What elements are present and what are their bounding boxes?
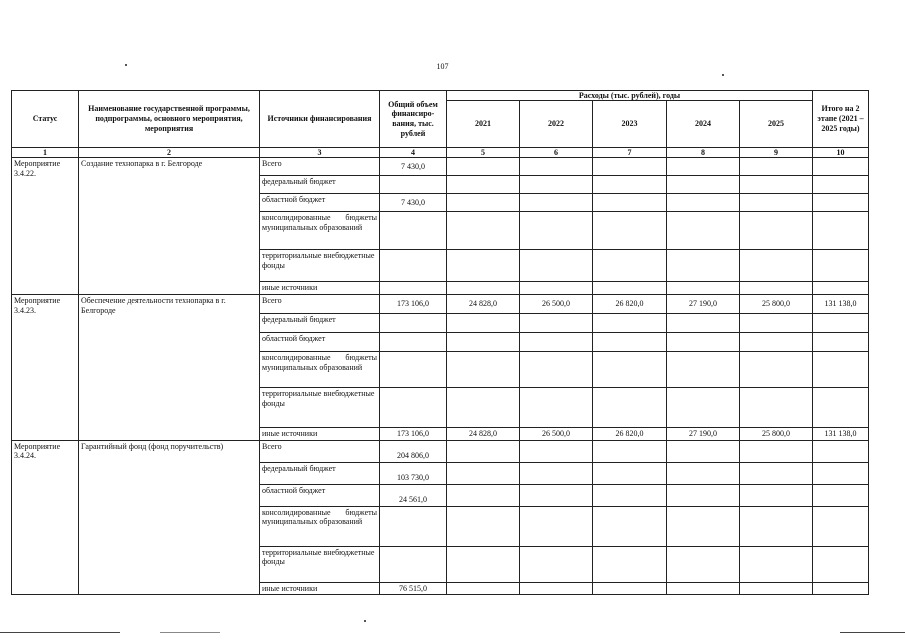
year-amount xyxy=(520,351,593,387)
funding-source: иные источники xyxy=(260,282,380,295)
total-amount: 7 430,0 xyxy=(380,194,447,212)
stage-total xyxy=(813,484,869,506)
year-amount xyxy=(593,313,667,332)
funding-source: Всего xyxy=(260,294,380,313)
event-status: Мероприятие 3.4.23. xyxy=(12,294,79,440)
year-amount xyxy=(520,176,593,194)
stage-total xyxy=(813,282,869,295)
total-amount: 103 730,0 xyxy=(380,462,447,484)
year-amount xyxy=(447,176,520,194)
header-source: Источники финансирования xyxy=(260,91,380,148)
funding-source: Всего xyxy=(260,440,380,462)
year-amount xyxy=(447,440,520,462)
year-amount xyxy=(447,506,520,546)
stage-total xyxy=(813,582,869,595)
total-amount: 204 806,0 xyxy=(380,440,447,462)
stage-total xyxy=(813,212,869,250)
year-amount xyxy=(520,194,593,212)
event-status: Мероприятие 3.4.24. xyxy=(12,440,79,595)
funding-source: консолидированные бюджеты муниципальных образований xyxy=(260,351,380,387)
year-amount xyxy=(520,387,593,427)
total-amount xyxy=(380,546,447,582)
year-amount xyxy=(447,332,520,351)
year-amount: 27 190,0 xyxy=(667,294,740,313)
year-amount xyxy=(593,212,667,250)
year-amount xyxy=(740,387,813,427)
funding-source: Всего xyxy=(260,158,380,176)
stage-total: 131 138,0 xyxy=(813,427,869,440)
column-numbers-row xyxy=(12,148,869,158)
year-amount xyxy=(447,250,520,282)
year-amount xyxy=(740,158,813,176)
stage-total xyxy=(813,194,869,212)
year-amount xyxy=(593,158,667,176)
stage-total xyxy=(813,250,869,282)
year-amount xyxy=(447,351,520,387)
year-amount xyxy=(667,250,740,282)
year-amount xyxy=(667,194,740,212)
year-amount xyxy=(593,506,667,546)
year-amount xyxy=(740,462,813,484)
column-number: 10 xyxy=(813,148,869,158)
stage-total xyxy=(813,313,869,332)
total-amount: 173 106,0 xyxy=(380,427,447,440)
year-amount xyxy=(520,506,593,546)
year-amount xyxy=(667,351,740,387)
year-amount xyxy=(520,332,593,351)
year-amount xyxy=(667,546,740,582)
stage-total xyxy=(813,332,869,351)
total-amount xyxy=(380,387,447,427)
total-amount: 173 106,0 xyxy=(380,294,447,313)
year-amount xyxy=(667,440,740,462)
year-amount xyxy=(593,282,667,295)
header-year: 2023 xyxy=(593,101,667,148)
header-year: 2024 xyxy=(667,101,740,148)
total-amount xyxy=(380,351,447,387)
year-amount xyxy=(667,387,740,427)
funding-source: областной бюджет xyxy=(260,484,380,506)
column-number: 2 xyxy=(79,148,260,158)
year-amount xyxy=(740,212,813,250)
funding-source: федеральный бюджет xyxy=(260,313,380,332)
column-number: 8 xyxy=(667,148,740,158)
year-amount xyxy=(667,506,740,546)
year-amount: 25 800,0 xyxy=(740,294,813,313)
funding-source: иные источники xyxy=(260,582,380,595)
year-amount xyxy=(740,194,813,212)
total-amount xyxy=(380,212,447,250)
column-number: 7 xyxy=(593,148,667,158)
year-amount xyxy=(593,440,667,462)
event-name: Создание технопарка в г. Белгороде xyxy=(79,158,260,295)
year-amount xyxy=(447,282,520,295)
year-amount xyxy=(740,282,813,295)
funding-source: территориальные внебюджетные фонды xyxy=(260,546,380,582)
event-name: Обеспечение деятельности технопарка в г. Белгороде xyxy=(79,294,260,440)
year-amount: 26 500,0 xyxy=(520,294,593,313)
year-amount xyxy=(667,313,740,332)
year-amount xyxy=(667,582,740,595)
year-amount: 26 500,0 xyxy=(520,427,593,440)
column-number: 5 xyxy=(447,148,520,158)
table-row xyxy=(12,158,869,176)
year-amount: 24 828,0 xyxy=(447,294,520,313)
year-amount xyxy=(447,484,520,506)
funding-source: федеральный бюджет xyxy=(260,462,380,484)
year-amount xyxy=(447,212,520,250)
funding-source: федеральный бюджет xyxy=(260,176,380,194)
year-amount: 27 190,0 xyxy=(667,427,740,440)
year-amount xyxy=(667,484,740,506)
table-row xyxy=(12,294,869,313)
funding-source: территориальные внебюджетные фонды xyxy=(260,387,380,427)
total-amount xyxy=(380,506,447,546)
year-amount xyxy=(667,176,740,194)
stage-total xyxy=(813,351,869,387)
total-amount: 76 515,0 xyxy=(380,582,447,595)
stage-total xyxy=(813,440,869,462)
stage-total xyxy=(813,546,869,582)
year-amount xyxy=(520,313,593,332)
year-amount xyxy=(520,250,593,282)
year-amount xyxy=(740,506,813,546)
year-amount: 24 828,0 xyxy=(447,427,520,440)
year-amount xyxy=(593,194,667,212)
year-amount xyxy=(447,387,520,427)
year-amount xyxy=(593,546,667,582)
header-year: 2025 xyxy=(740,101,813,148)
year-amount xyxy=(667,282,740,295)
column-number: 4 xyxy=(380,148,447,158)
year-amount xyxy=(593,351,667,387)
funding-source: областной бюджет xyxy=(260,332,380,351)
funding-source: иные источники xyxy=(260,427,380,440)
header-status: Статус xyxy=(12,91,79,148)
table-row xyxy=(12,440,869,462)
page-number: 107 xyxy=(436,62,449,71)
year-amount xyxy=(447,582,520,595)
year-amount xyxy=(520,158,593,176)
year-amount xyxy=(520,462,593,484)
total-amount xyxy=(380,313,447,332)
year-amount xyxy=(740,332,813,351)
year-amount xyxy=(740,440,813,462)
header-itogo: Итого на 2 этапе (2021 – 2025 годы) xyxy=(813,91,869,148)
header-year: 2021 xyxy=(447,101,520,148)
year-amount xyxy=(593,250,667,282)
year-amount xyxy=(447,462,520,484)
funding-source: областной бюджет xyxy=(260,194,380,212)
year-amount: 26 820,0 xyxy=(593,294,667,313)
total-amount xyxy=(380,282,447,295)
year-amount xyxy=(447,194,520,212)
year-amount xyxy=(740,484,813,506)
year-amount: 25 800,0 xyxy=(740,427,813,440)
header-name: Наименование государственной программы, подпрограммы, основного мероприятия, мероприятия xyxy=(79,91,260,148)
funding-source: территориальные внебюджетные фонды xyxy=(260,250,380,282)
year-amount xyxy=(740,546,813,582)
stage-total xyxy=(813,176,869,194)
stage-total xyxy=(813,506,869,546)
year-amount xyxy=(740,582,813,595)
event-name: Гарантийный фонд (фонд поручительств) xyxy=(79,440,260,595)
total-amount xyxy=(380,176,447,194)
year-amount xyxy=(667,462,740,484)
year-amount: 26 820,0 xyxy=(593,427,667,440)
year-amount xyxy=(593,387,667,427)
year-amount xyxy=(520,212,593,250)
header-expenses: Расходы (тыс. рублей), годы xyxy=(447,91,813,101)
column-number: 1 xyxy=(12,148,79,158)
year-amount xyxy=(667,332,740,351)
year-amount xyxy=(447,158,520,176)
column-number: 9 xyxy=(740,148,813,158)
total-amount xyxy=(380,250,447,282)
year-amount xyxy=(593,484,667,506)
year-amount xyxy=(447,546,520,582)
column-number: 3 xyxy=(260,148,380,158)
year-amount xyxy=(667,158,740,176)
stage-total: 131 138,0 xyxy=(813,294,869,313)
funding-source: консолидированные бюджеты муниципальных образований xyxy=(260,212,380,250)
year-amount xyxy=(593,462,667,484)
budget-table xyxy=(11,90,869,595)
year-amount xyxy=(520,440,593,462)
event-status: Мероприятие 3.4.22. xyxy=(12,158,79,295)
funding-source: консолидированные бюджеты муниципальных образований xyxy=(260,506,380,546)
year-amount xyxy=(520,546,593,582)
header-year: 2022 xyxy=(520,101,593,148)
total-amount xyxy=(380,332,447,351)
year-amount xyxy=(740,313,813,332)
stage-total xyxy=(813,158,869,176)
year-amount xyxy=(520,282,593,295)
year-amount xyxy=(667,212,740,250)
year-amount xyxy=(740,176,813,194)
column-number: 6 xyxy=(520,148,593,158)
year-amount xyxy=(593,332,667,351)
total-amount: 7 430,0 xyxy=(380,158,447,176)
stage-total xyxy=(813,387,869,427)
year-amount xyxy=(593,582,667,595)
header-total: Общий объем финансиро-вания, тыс. рублей xyxy=(380,91,447,148)
year-amount xyxy=(520,582,593,595)
year-amount xyxy=(740,250,813,282)
year-amount xyxy=(520,484,593,506)
year-amount xyxy=(593,176,667,194)
year-amount xyxy=(447,313,520,332)
total-amount: 24 561,0 xyxy=(380,484,447,506)
year-amount xyxy=(740,351,813,387)
stage-total xyxy=(813,462,869,484)
